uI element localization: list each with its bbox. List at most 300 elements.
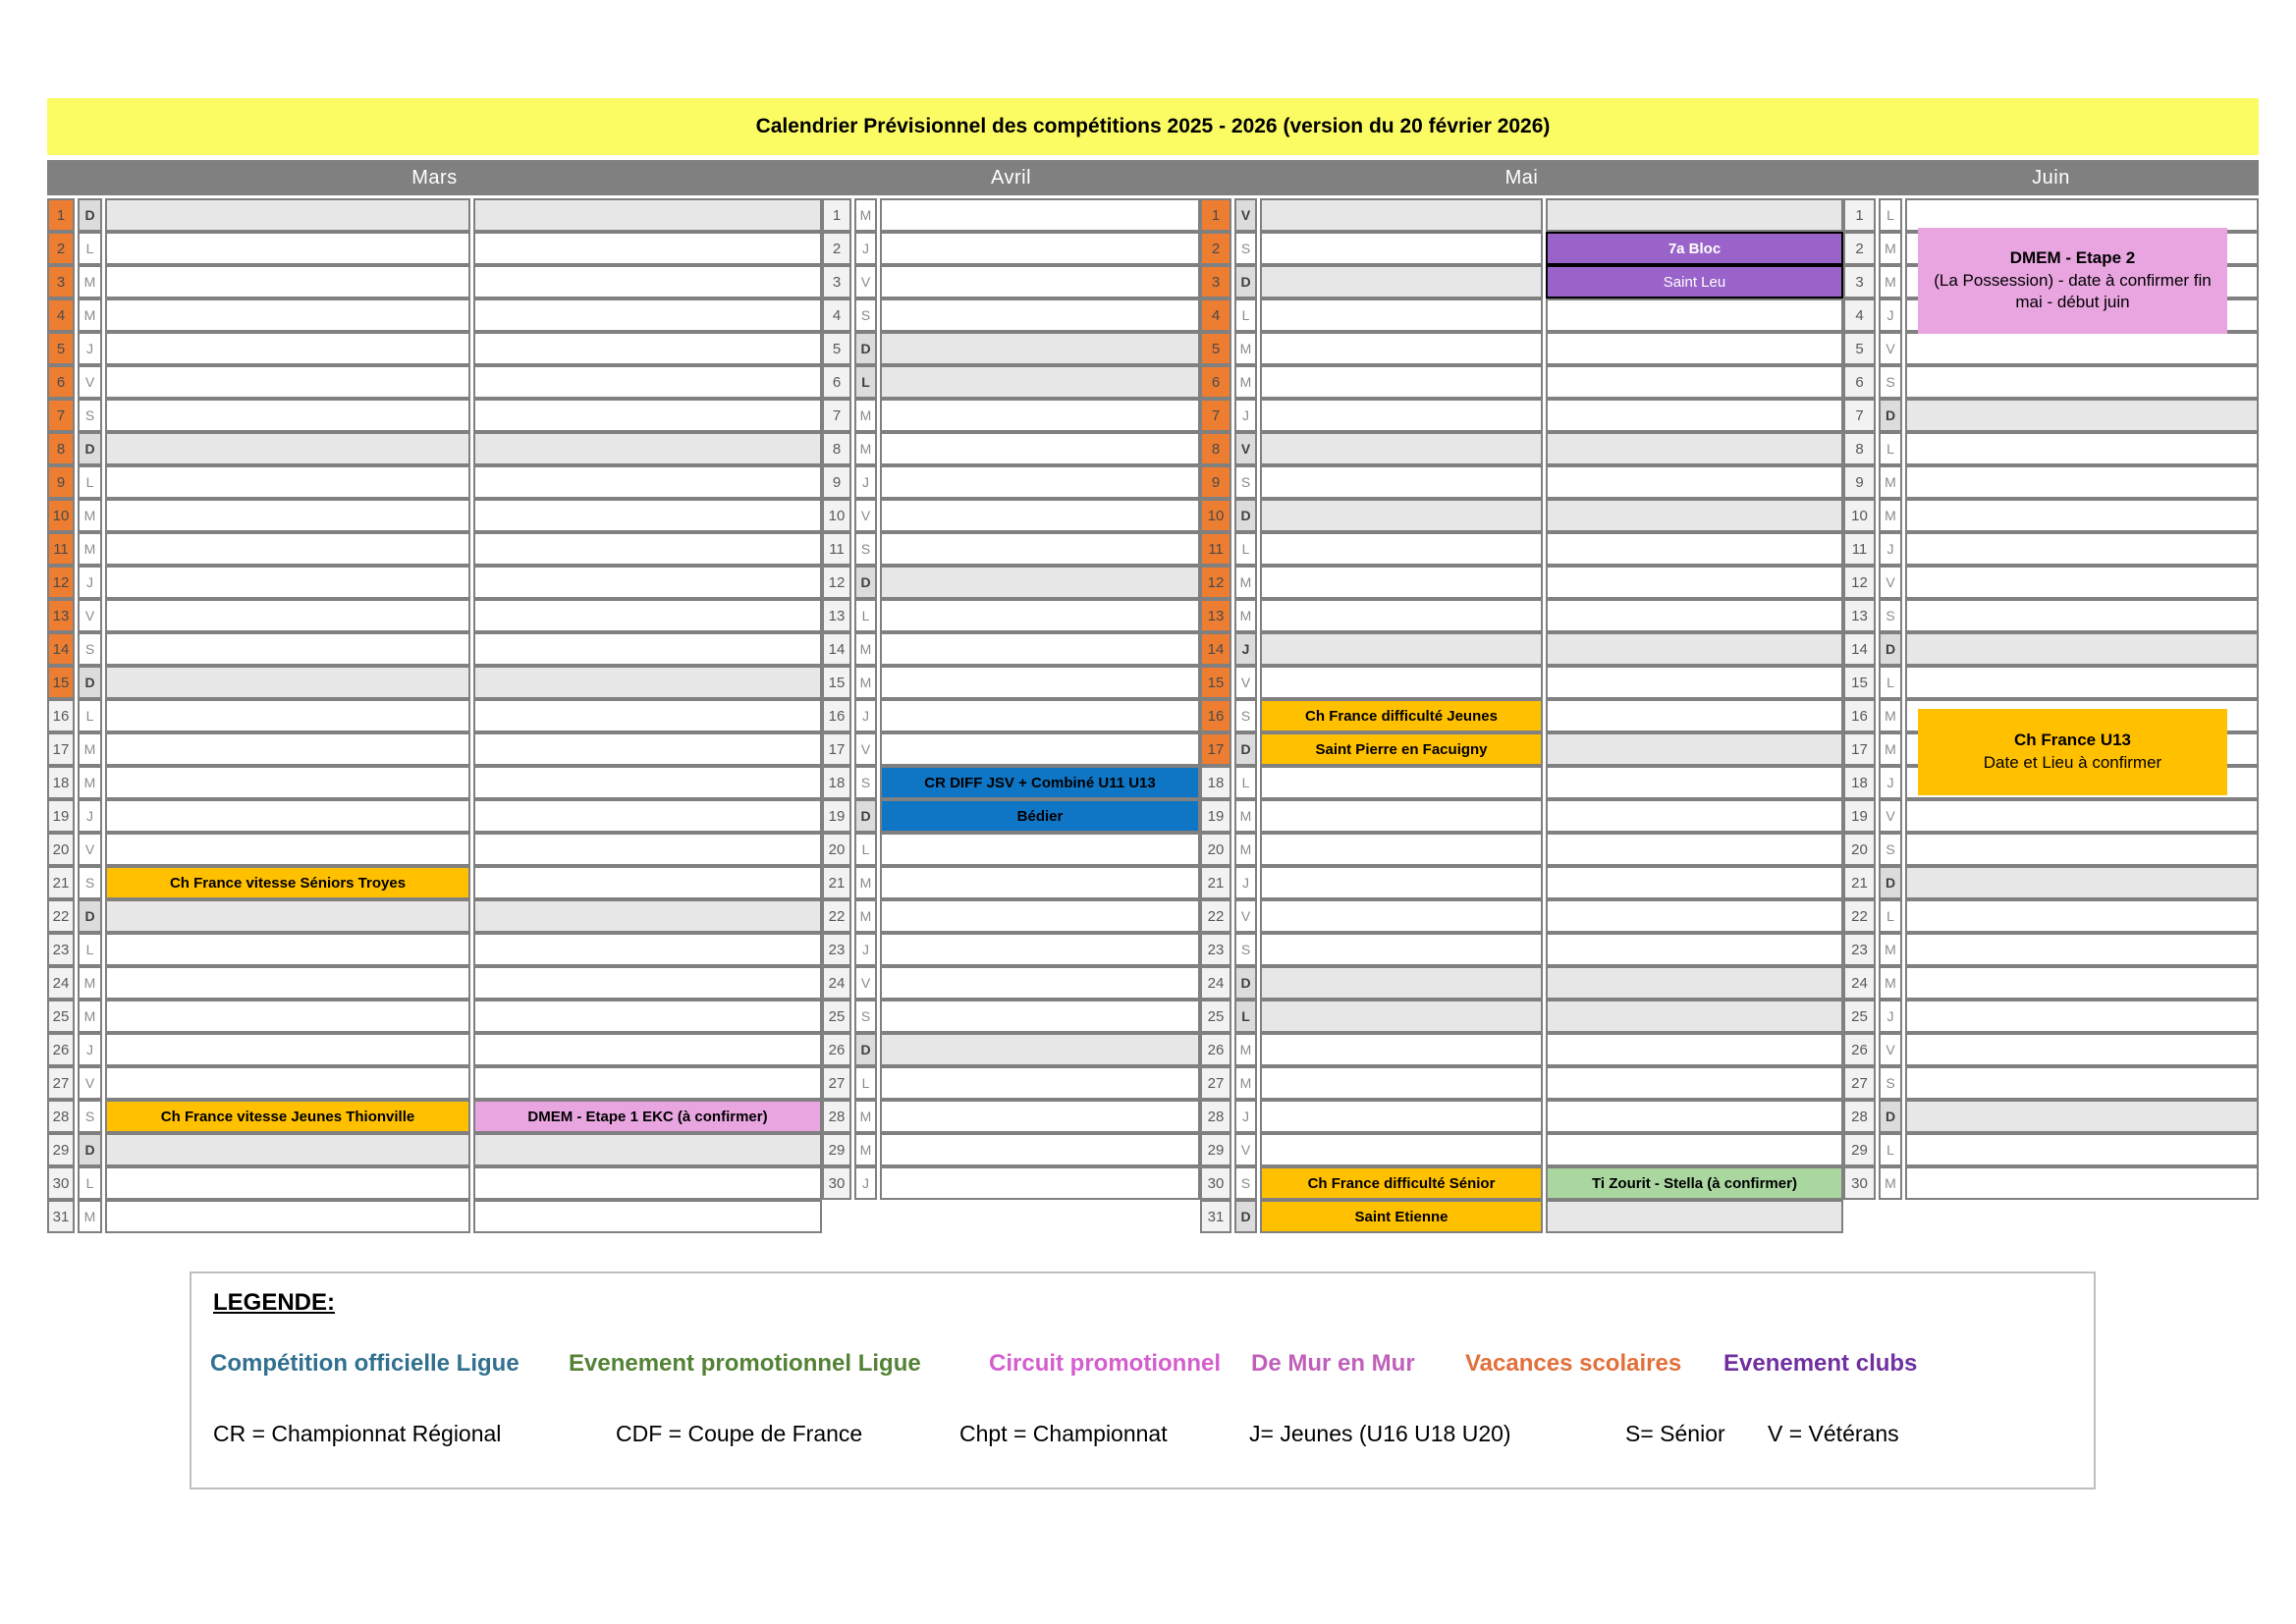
day-row [1200, 499, 1843, 532]
day-number-cell: 5 [1200, 332, 1231, 365]
day-number-cell: 12 [1200, 566, 1231, 599]
day-number-cell: 11 [822, 532, 851, 566]
day-row [822, 198, 1200, 232]
day-row [1200, 732, 1843, 766]
day-letter-cell: M [1879, 265, 1902, 298]
day-event-cell [473, 265, 822, 298]
day-number-cell: 10 [1200, 499, 1231, 532]
day-row [822, 298, 1200, 332]
day-letter-cell: S [854, 1000, 877, 1033]
day-event-cell [1546, 699, 1843, 732]
day-number-cell: 27 [47, 1066, 75, 1100]
day-row [822, 933, 1200, 966]
day-number-cell: 2 [1200, 232, 1231, 265]
day-letter-cell: M [78, 732, 102, 766]
day-event-cell [105, 332, 470, 365]
day-number-cell: 14 [1843, 632, 1876, 666]
day-event-cell [473, 465, 822, 499]
day-letter-cell: J [1234, 632, 1257, 666]
day-letter-cell: M [1879, 732, 1902, 766]
day-letter-cell: V [1234, 899, 1257, 933]
day-row [1200, 1100, 1843, 1133]
day-event-cell [473, 933, 822, 966]
day-number-cell: 25 [1200, 1000, 1231, 1033]
day-event-cell [880, 732, 1200, 766]
day-number-cell: 30 [47, 1166, 75, 1200]
day-letter-cell: M [1234, 1066, 1257, 1100]
day-letter-cell: S [78, 1100, 102, 1133]
day-event-cell [105, 632, 470, 666]
day-row [1843, 1066, 2259, 1100]
day-number-cell: 25 [47, 1000, 75, 1033]
day-letter-cell: J [1234, 399, 1257, 432]
day-number-cell: 8 [1843, 432, 1876, 465]
day-letter-cell: M [1879, 232, 1902, 265]
event-block[interactable]: Saint Etienne [1260, 1200, 1543, 1233]
day-event-cell [1260, 1000, 1543, 1033]
day-event-cell [1260, 833, 1543, 866]
day-event-cell [1546, 332, 1843, 365]
day-row [47, 265, 822, 298]
day-number-cell: 5 [1843, 332, 1876, 365]
day-letter-cell: J [854, 232, 877, 265]
day-event-cell [1905, 866, 2259, 899]
day-row [1200, 198, 1843, 232]
day-event-cell [473, 1166, 822, 1200]
event-block[interactable]: Ch France difficulté Jeunes [1260, 699, 1543, 732]
day-number-cell: 9 [822, 465, 851, 499]
day-event-cell [473, 432, 822, 465]
day-row [47, 966, 822, 1000]
day-row [822, 799, 1200, 833]
day-event-cell [1905, 799, 2259, 833]
day-number-cell: 17 [822, 732, 851, 766]
day-event-cell [105, 1166, 470, 1200]
legend-category: Evenement clubs [1723, 1350, 1918, 1377]
day-letter-cell: L [854, 1066, 877, 1100]
day-event-cell [473, 1200, 822, 1233]
event-text-segment: Ch France U13 [2013, 731, 2132, 750]
floating-event-block[interactable] [1918, 709, 2227, 795]
day-event-cell [473, 632, 822, 666]
day-event-cell [880, 1166, 1200, 1200]
day-row [1843, 833, 2259, 866]
day-row [1843, 566, 2259, 599]
event-block[interactable]: Saint Pierre en Facuigny [1260, 732, 1543, 766]
day-letter-cell: V [854, 732, 877, 766]
day-event-cell [1260, 332, 1543, 365]
day-event-cell [1546, 432, 1843, 465]
day-event-cell [473, 766, 822, 799]
legend-category: Evenement promotionnel Ligue [569, 1350, 921, 1377]
day-number-cell: 24 [822, 966, 851, 1000]
day-event-cell [1905, 198, 2259, 232]
day-number-cell: 14 [822, 632, 851, 666]
day-number-cell: 27 [1843, 1066, 1876, 1100]
day-event-cell [1260, 899, 1543, 933]
day-letter-cell: D [1879, 632, 1902, 666]
day-letter-cell: V [1879, 332, 1902, 365]
day-number-cell: 9 [1200, 465, 1231, 499]
day-event-cell [1546, 1133, 1843, 1166]
legend-abbreviation: J= Jeunes (U16 U18 U20) [1249, 1421, 1511, 1446]
day-row [1843, 933, 2259, 966]
day-number-cell: 2 [47, 232, 75, 265]
day-event-cell [1546, 899, 1843, 933]
event-block[interactable]: 7a Bloc [1546, 232, 1843, 265]
day-number-cell: 3 [822, 265, 851, 298]
day-event-cell [1260, 866, 1543, 899]
day-letter-cell: S [854, 298, 877, 332]
legend-abbreviation: Chpt = Championnat [959, 1421, 1168, 1446]
day-letter-cell: V [1879, 799, 1902, 833]
day-row [822, 232, 1200, 265]
day-number-cell: 6 [1200, 365, 1231, 399]
day-row [47, 799, 822, 833]
day-row [1200, 799, 1843, 833]
day-row [1843, 499, 2259, 532]
day-number-cell: 15 [1200, 666, 1231, 699]
day-letter-cell: J [854, 933, 877, 966]
day-letter-cell: V [1234, 198, 1257, 232]
day-letter-cell: M [78, 298, 102, 332]
day-number-cell: 18 [822, 766, 851, 799]
day-number-cell: 6 [822, 365, 851, 399]
day-event-cell [1546, 933, 1843, 966]
day-event-cell [1905, 399, 2259, 432]
day-row [1200, 566, 1843, 599]
day-event-cell [105, 732, 470, 766]
day-number-cell: 28 [822, 1100, 851, 1133]
day-letter-cell: M [78, 766, 102, 799]
day-row [47, 298, 822, 332]
day-event-cell [105, 298, 470, 332]
day-event-cell [473, 899, 822, 933]
day-number-cell: 17 [47, 732, 75, 766]
day-letter-cell: M [854, 399, 877, 432]
day-event-cell [105, 966, 470, 1000]
day-event-cell [1546, 799, 1843, 833]
day-row [47, 432, 822, 465]
day-event-cell [1905, 899, 2259, 933]
event-text-segment: DMEM - Etape 2 [2009, 247, 2136, 267]
day-event-cell [1260, 632, 1543, 666]
day-number-cell: 7 [1843, 399, 1876, 432]
day-letter-cell: L [854, 365, 877, 399]
day-number-cell: 19 [1200, 799, 1231, 833]
legend-category: Vacances scolaires [1465, 1350, 1682, 1377]
day-number-cell: 16 [47, 699, 75, 732]
day-letter-cell: M [854, 632, 877, 666]
day-letter-cell: J [78, 1033, 102, 1066]
day-event-cell [1260, 198, 1543, 232]
event-block[interactable]: Ch France vitesse Séniors Troyes [105, 866, 470, 899]
day-event-cell [1260, 966, 1543, 1000]
day-event-cell [880, 1033, 1200, 1066]
day-letter-cell: D [78, 198, 102, 232]
day-event-cell [1546, 198, 1843, 232]
month-mars [47, 160, 822, 1233]
day-number-cell: 26 [1843, 1033, 1876, 1066]
legend [190, 1272, 2096, 1489]
day-event-cell [473, 599, 822, 632]
day-row [1843, 465, 2259, 499]
day-number-cell: 1 [822, 198, 851, 232]
day-event-cell [473, 1133, 822, 1166]
day-row [1843, 1166, 2259, 1200]
month-header: Mai [1200, 160, 1843, 195]
day-event-cell [105, 232, 470, 265]
day-row [822, 1133, 1200, 1166]
event-text-segment: Date et Lieu à confirmer [1983, 753, 2162, 772]
day-row [47, 766, 822, 799]
day-event-cell [473, 198, 822, 232]
day-letter-cell: M [854, 432, 877, 465]
day-event-cell [473, 1066, 822, 1100]
day-event-cell [1260, 265, 1543, 298]
day-number-cell: 28 [47, 1100, 75, 1133]
event-block[interactable]: CR DIFF JSV + Combiné U11 U13 [880, 766, 1200, 799]
day-letter-cell: M [1879, 1166, 1902, 1200]
day-row [1843, 1033, 2259, 1066]
day-event-cell [1546, 298, 1843, 332]
day-letter-cell: D [78, 432, 102, 465]
day-event-cell [1546, 833, 1843, 866]
day-letter-cell: L [1234, 766, 1257, 799]
day-event-cell [1905, 566, 2259, 599]
day-event-cell [880, 499, 1200, 532]
day-row [1200, 1000, 1843, 1033]
day-number-cell: 4 [1843, 298, 1876, 332]
day-event-cell [105, 465, 470, 499]
day-event-cell [880, 966, 1200, 1000]
day-row [822, 833, 1200, 866]
month-header: Juin [1843, 160, 2259, 195]
day-event-cell [105, 933, 470, 966]
day-event-cell [473, 365, 822, 399]
day-row [1200, 1033, 1843, 1066]
event-block[interactable]: Saint Leu [1546, 265, 1843, 298]
day-event-cell [1546, 465, 1843, 499]
day-letter-cell: L [1879, 1133, 1902, 1166]
day-number-cell: 21 [1200, 866, 1231, 899]
day-row [47, 732, 822, 766]
day-number-cell: 13 [47, 599, 75, 632]
day-row [1200, 1133, 1843, 1166]
day-number-cell: 29 [822, 1133, 851, 1166]
day-number-cell: 6 [1843, 365, 1876, 399]
day-number-cell: 1 [1843, 198, 1876, 232]
day-row [1843, 799, 2259, 833]
day-number-cell: 7 [47, 399, 75, 432]
day-letter-cell: M [1879, 933, 1902, 966]
day-number-cell: 18 [1843, 766, 1876, 799]
day-row [822, 899, 1200, 933]
event-block[interactable]: Ti Zourit - Stella (à confirmer) [1546, 1166, 1843, 1200]
day-row [47, 532, 822, 566]
day-event-cell [105, 265, 470, 298]
day-row [1843, 332, 2259, 365]
day-event-cell [1260, 1033, 1543, 1066]
day-event-cell [105, 899, 470, 933]
day-event-cell [473, 732, 822, 766]
day-number-cell: 9 [1843, 465, 1876, 499]
day-event-cell [880, 298, 1200, 332]
day-letter-cell: L [1879, 899, 1902, 933]
day-letter-cell: S [1234, 933, 1257, 966]
day-row [822, 465, 1200, 499]
day-row [1200, 699, 1843, 732]
day-number-cell: 6 [47, 365, 75, 399]
day-letter-cell: S [78, 399, 102, 432]
day-event-cell [473, 966, 822, 1000]
day-row [47, 899, 822, 933]
day-letter-cell: M [78, 1000, 102, 1033]
day-number-cell: 26 [822, 1033, 851, 1066]
day-letter-cell: J [1879, 532, 1902, 566]
day-number-cell: 4 [47, 298, 75, 332]
day-event-cell [1905, 933, 2259, 966]
day-row [1200, 599, 1843, 632]
day-event-cell [1905, 499, 2259, 532]
day-number-cell: 22 [1843, 899, 1876, 933]
day-event-cell [1546, 666, 1843, 699]
day-event-cell [105, 1033, 470, 1066]
day-letter-cell: M [1879, 499, 1902, 532]
floating-event-block[interactable] [1918, 228, 2227, 334]
day-event-cell [1546, 566, 1843, 599]
day-letter-cell: D [854, 799, 877, 833]
event-block[interactable]: Ch France difficulté Sénior [1260, 1166, 1543, 1200]
day-event-cell [1905, 1000, 2259, 1033]
day-letter-cell: S [1879, 1066, 1902, 1100]
day-event-cell [880, 566, 1200, 599]
day-number-cell: 2 [822, 232, 851, 265]
day-row [822, 566, 1200, 599]
day-event-cell [1260, 399, 1543, 432]
day-row [822, 699, 1200, 732]
day-number-cell: 25 [1843, 1000, 1876, 1033]
day-event-cell [105, 1000, 470, 1033]
day-event-cell [880, 632, 1200, 666]
day-row [1843, 866, 2259, 899]
day-letter-cell: L [78, 1166, 102, 1200]
day-number-cell: 5 [47, 332, 75, 365]
day-row [1843, 599, 2259, 632]
day-letter-cell: S [854, 532, 877, 566]
day-event-cell [105, 1133, 470, 1166]
day-number-cell: 4 [822, 298, 851, 332]
day-event-cell [1260, 1133, 1543, 1166]
day-row [1200, 966, 1843, 1000]
day-number-cell: 11 [47, 532, 75, 566]
day-row [822, 332, 1200, 365]
day-number-cell: 11 [1200, 532, 1231, 566]
day-event-cell [880, 332, 1200, 365]
legend-category: De Mur en Mur [1251, 1350, 1415, 1377]
event-block[interactable]: Bédier [880, 799, 1200, 833]
day-event-cell [1905, 432, 2259, 465]
day-letter-cell: D [1234, 966, 1257, 1000]
day-number-cell: 27 [1200, 1066, 1231, 1100]
day-event-cell [880, 232, 1200, 265]
day-row [822, 966, 1200, 1000]
day-number-cell: 17 [1200, 732, 1231, 766]
legend-category: Compétition officielle Ligue [210, 1350, 519, 1377]
day-letter-cell: M [78, 532, 102, 566]
day-number-cell: 20 [822, 833, 851, 866]
day-row [822, 666, 1200, 699]
day-number-cell: 23 [1843, 933, 1876, 966]
day-letter-cell: L [1234, 298, 1257, 332]
day-event-cell [105, 399, 470, 432]
event-block[interactable]: Ch France vitesse Jeunes Thionville [105, 1100, 470, 1133]
day-number-cell: 21 [47, 866, 75, 899]
day-letter-cell: D [78, 666, 102, 699]
day-number-cell: 29 [1200, 1133, 1231, 1166]
day-number-cell: 30 [1843, 1166, 1876, 1200]
day-number-cell: 9 [47, 465, 75, 499]
day-letter-cell: M [1879, 465, 1902, 499]
day-row [822, 632, 1200, 666]
day-number-cell: 3 [1200, 265, 1231, 298]
day-row [47, 198, 822, 232]
day-number-cell: 8 [822, 432, 851, 465]
day-event-cell [105, 432, 470, 465]
day-letter-cell: V [1879, 1033, 1902, 1066]
event-block[interactable]: DMEM - Etape 1 EKC (à confirmer) [473, 1100, 822, 1133]
day-event-cell [880, 1000, 1200, 1033]
day-row [1843, 399, 2259, 432]
day-event-cell [1260, 1066, 1543, 1100]
day-number-cell: 12 [822, 566, 851, 599]
day-letter-cell: J [854, 465, 877, 499]
day-number-cell: 29 [47, 1133, 75, 1166]
month-mai [1200, 160, 1843, 1233]
day-event-cell [473, 833, 822, 866]
day-letter-cell: M [854, 1100, 877, 1133]
day-letter-cell: D [78, 1133, 102, 1166]
day-letter-cell: M [1879, 699, 1902, 732]
day-row [47, 866, 822, 899]
day-number-cell: 21 [822, 866, 851, 899]
day-number-cell: 8 [47, 432, 75, 465]
day-event-cell [1546, 1200, 1843, 1233]
day-event-cell [105, 766, 470, 799]
day-row [1843, 198, 2259, 232]
day-letter-cell: V [78, 365, 102, 399]
day-letter-cell: M [1234, 332, 1257, 365]
day-event-cell [473, 666, 822, 699]
day-event-cell [473, 866, 822, 899]
day-letter-cell: V [854, 499, 877, 532]
day-number-cell: 3 [1843, 265, 1876, 298]
day-number-cell: 31 [1200, 1200, 1231, 1233]
day-letter-cell: V [1234, 432, 1257, 465]
day-row [47, 1033, 822, 1066]
day-row [47, 365, 822, 399]
day-event-cell [1546, 732, 1843, 766]
day-number-cell: 3 [47, 265, 75, 298]
day-event-cell [1260, 499, 1543, 532]
legend-category: Circuit promotionnel [989, 1350, 1221, 1377]
day-row [47, 833, 822, 866]
day-letter-cell: V [78, 1066, 102, 1100]
day-event-cell [1260, 1100, 1543, 1133]
day-letter-cell: V [854, 966, 877, 1000]
day-event-cell [1260, 766, 1543, 799]
day-event-cell [1905, 966, 2259, 1000]
